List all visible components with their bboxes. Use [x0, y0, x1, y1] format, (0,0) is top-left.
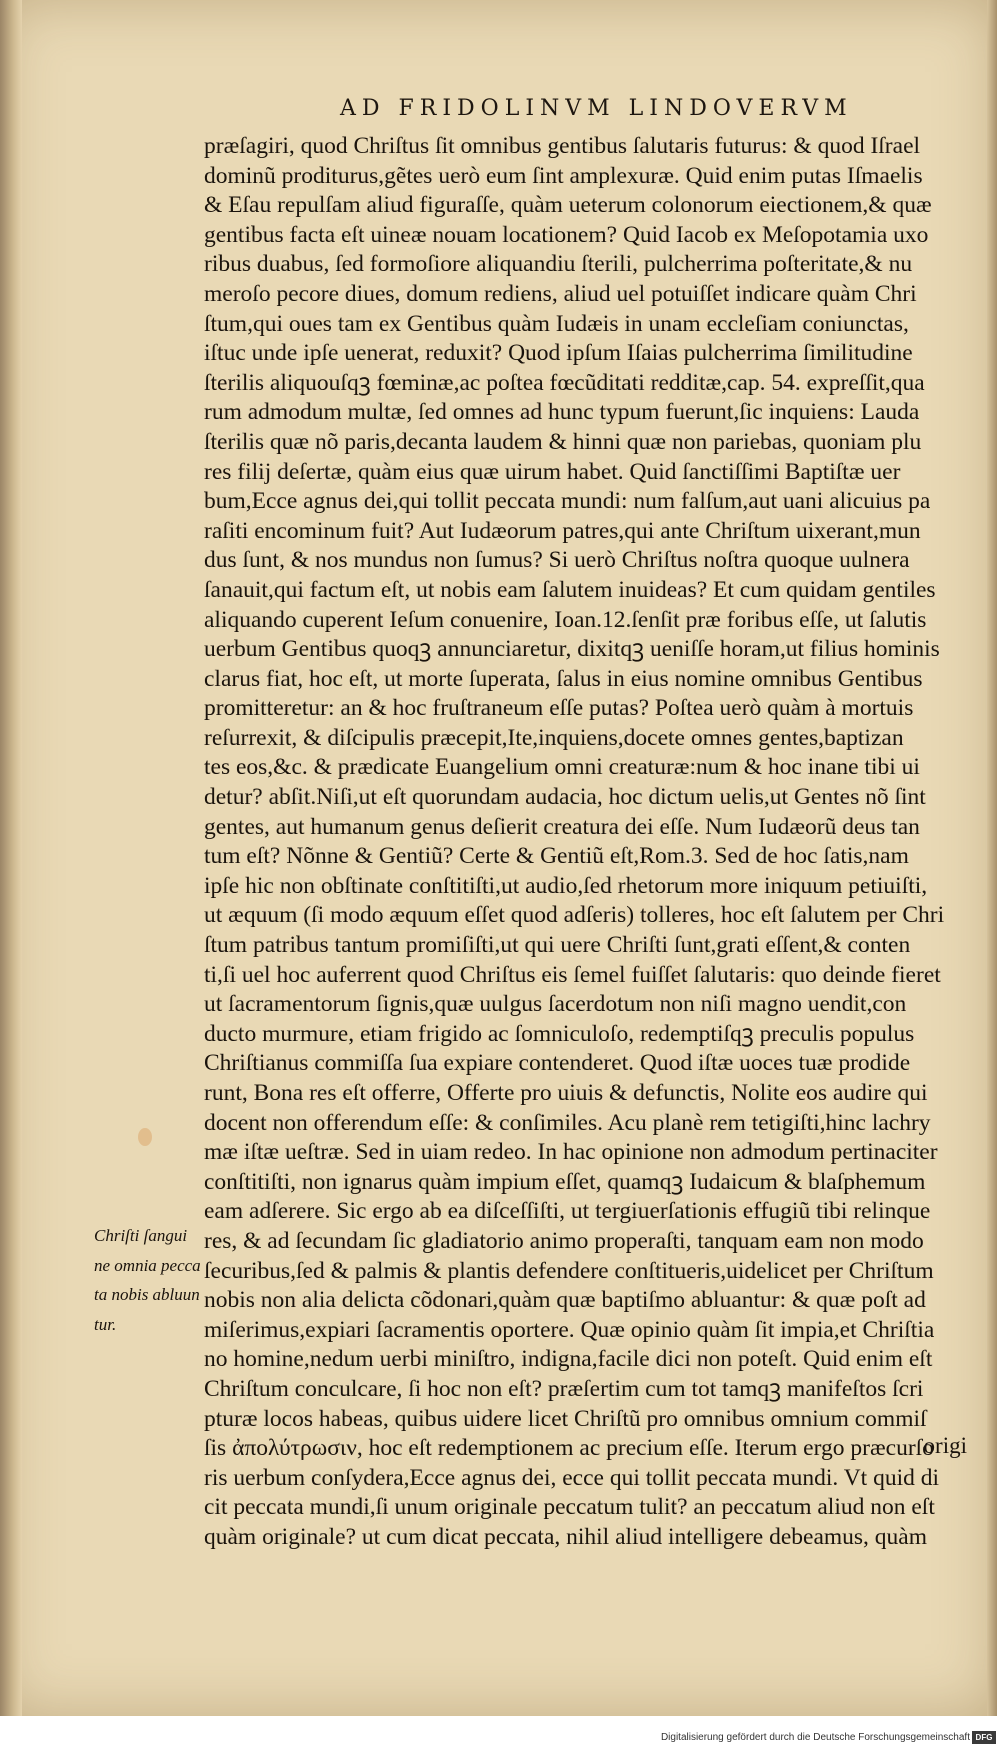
text-line: nobis non alia delicta cõdonari,quàm quæ baptiſmo abluantur: & quæ poſt ad — [204, 1287, 926, 1314]
text-line: ſterilis aliquouſqꝫ fœminæ,ac poſtea fœcũditati redditæ,cap. 54. expreſſit,qua — [204, 369, 925, 396]
text-line: ribus duabus, ſed formoſiore aliquandiu ſterili, pulcherrima poſteritate,& nu — [204, 251, 913, 278]
text-line: ſtum,qui oues tam ex Gentibus quàm Iudæis in unam eccleſiam coniunctas, — [204, 310, 909, 337]
text-line: Chriſtum conculcare, ſi hoc non eſt? præſertim cum tot tamqꝫ manifeſtos ſcri — [204, 1375, 924, 1402]
text-line: conſtitiſti, non ignarus quàm impium eſſet, quamqꝫ Iudaicum & blaſphemum — [204, 1168, 926, 1195]
book-spine — [0, 0, 22, 1716]
text-line: ducto murmure, etiam frigido ac ſomniculoſo, redemptiſqꝫ preculis populus — [204, 1020, 915, 1047]
text-line: eam adſerere. Sic ergo ab ea diſceſſiſti, ut tergiuerſationis effugiũ tibi relinque — [204, 1198, 931, 1225]
running-head: AD FRIDOLINVM LINDOVERVM — [340, 96, 853, 121]
text-line: ſis ἀπολύτρωσιν, hoc eſt redemptionem ac precium eſſe. Iterum ergo præcurſo — [204, 1435, 934, 1462]
text-line: ſanauit,qui factum eſt, ut nobis eam ſalutem inuideas? Et cum quidam gentiles — [204, 576, 936, 603]
text-line: uerbum Gentibus quoqꝫ annunciaretur, dixitqꝫ ueniſſe horam,ut filius hominis — [204, 636, 940, 663]
dfg-logo: DFG — [972, 1731, 996, 1744]
text-line: raſiti encominum fuit? Aut Iudæorum patres,qui ante Chriſtum uixerant,mun — [204, 517, 921, 544]
text-line: dominũ proditurus,gẽtes uerò eum ſint amplexuræ. Quid enim putas Iſmaelis — [204, 162, 923, 189]
text-line: no homine,nedum uerbi miniſtro, indigna,facile dici non poteſt. Quid enim eſt — [204, 1346, 933, 1373]
text-line: bum,Ecce agnus dei,qui tollit peccata mundi: num falſum,aut uani alicuius pa — [204, 488, 931, 515]
text-line: docent non offerendum eſſe: & conſimiles. Acu planè rem tetigiſti,hinc lachry — [204, 1109, 931, 1136]
text-line: mæ iſtæ ueſtræ. Sed in uiam redeo. In hac opinione non admodum pertinaciter — [204, 1139, 938, 1166]
text-line: res, & ad ſecundam ſic gladiatorio animo properaſti, tanquam eam non modo — [204, 1227, 924, 1254]
text-line: aliquando cuperent Ieſum conuenire, Ioan.12.ſenſit præ foribus eſſe, ut ſalutis — [204, 606, 927, 633]
catchword: origi — [923, 1433, 967, 1458]
marginal-note-line: ne omnia pecca — [94, 1255, 201, 1275]
text-line: præſagiri, quod Chriſtus ſit omnibus gentibus ſalutaris futurus: & quod Iſrael — [204, 133, 921, 159]
marginal-note-line: tur. — [94, 1314, 117, 1334]
text-line: ut æquum (ſi modo æquum eſſet quod adſeris) tolleres, hoc eſt ſalutem per Chri — [204, 902, 945, 929]
text-line: res filij deſertæ, quàm eius quæ uirum habet. Quid ſanctiſſimi Baptiſtæ uer — [204, 458, 901, 485]
text-line: reſurrexit, & diſcipulis præcepit,Ite,inquiens,docete omnes gentes,baptizan — [204, 724, 904, 751]
text-line: ſtum patribus tantum promiſiſti,ut qui uere Chriſti ſunt,grati eſſent,& conten — [204, 932, 911, 959]
text-line: quàm originale? ut cum dicat peccata, nihil aliud intelligere debeamus, quàm — [204, 1523, 928, 1550]
text-line: miſerimus,expiari ſacramentis oportere. Quæ opinio quàm ſit impia,et Chriſtia — [204, 1316, 935, 1343]
text-line: ut ſacramentorum ſignis,quæ uulgus ſacerdotum non niſi magno uendit,con — [204, 991, 907, 1018]
text-line: runt, Bona res eſt offerre, Offerte pro uiuis & defunctis, Nolite eos audire qui — [204, 1080, 928, 1106]
marginal-note — [94, 1221, 204, 1339]
text-line: cit peccata mundi,ſi unum originale peccatum tulit? an peccatum aliud non eſt — [204, 1494, 935, 1521]
text-line: & Eſau repulſam aliud figuraſſe, quàm ueterum colonorum eiectionem,& quæ — [204, 192, 932, 219]
paper-stain — [138, 1128, 152, 1146]
text-line: Chriſtianus commiſſa ſua expiare contenderet. Quod iſtæ uoces tuæ prodide — [204, 1050, 911, 1077]
text-line: gentes, aut humanum genus deſierit creatura dei eſſe. Num Iudæorũ deus tan — [204, 813, 920, 840]
text-line: ſterilis quæ nõ paris,decanta laudem & hinni quæ non pariebas, quoniam plu — [204, 428, 922, 455]
text-line: tum eſt? Nõnne & Gentiũ? Certe & Gentiũ eſt,Rom.3. Sed de hoc ſatis,nam — [204, 843, 909, 870]
text-line: dus ſunt, & nos mundus non ſumus? Si uerò Chriſtus noſtra quoque uulnera — [204, 547, 910, 574]
digitization-credit: Digitalisierung gefördert durch die Deutsche Forschungsgemeinschaft — [660, 1732, 970, 1743]
text-line: ris uerbum conſydera,Ecce agnus dei, ecce qui tollit peccata mundi. Vt quid di — [204, 1464, 940, 1491]
text-line: clarus fiat, hoc eſt, ut morte ſuperata, ſalus in eius nomine omnibus Gentibus — [204, 665, 923, 692]
text-line: detur? abſit.Niſi,ut eſt quorundam audacia, hoc dictum uelis,ut Gentes nõ ſint — [204, 784, 926, 811]
marginal-note-line: ta nobis abluun — [94, 1285, 200, 1305]
text-line: rum admodum multæ, ſed omnes ad hunc typum fuerunt,ſic inquiens: Lauda — [204, 399, 920, 426]
page-edge — [987, 0, 997, 1716]
text-line: ti,ſi uel hoc auferrent quod Chriſtus eis ſemel fuiſſet ſalutaris: quo deinde fieret — [204, 961, 941, 988]
marginal-note-line: Chriſti ſangui — [94, 1226, 188, 1245]
body-text — [204, 132, 974, 1553]
text-line: gentibus facta eſt uineæ nouam locationem? Quid Iacob ex Meſopotamia uxo — [204, 221, 929, 248]
text-line: tes eos,&c. & prædicate Euangelium omni creaturæ:num & hoc inane tibi ui — [204, 754, 920, 781]
text-line: promitteretur: an & hoc fruſtraneum eſſe putas? Poſtea uerò quàm à mortuis — [204, 695, 914, 722]
text-line: ipſe hic non obſtinate conſtitiſti,ut audio,ſed rhetorum more iniquum petiuiſti, — [204, 872, 928, 899]
text-line: iſtuc unde ipſe uenerat, reduxit? Quod ipſum Iſaias pulcherrima ſimilitudine — [204, 340, 913, 367]
text-line: meroſo pecore diues, domum rediens, aliud uel potuiſſet indicare quàm Chri — [204, 280, 917, 307]
text-line: ſecuribus,ſed & palmis & plantis defendere conſtitueris,uidelicet per Chriſtum — [204, 1257, 934, 1284]
text-line: pturæ locos habeas, quibus uidere licet Chriſtũ pro omnibus omnium commiſ — [204, 1405, 927, 1432]
